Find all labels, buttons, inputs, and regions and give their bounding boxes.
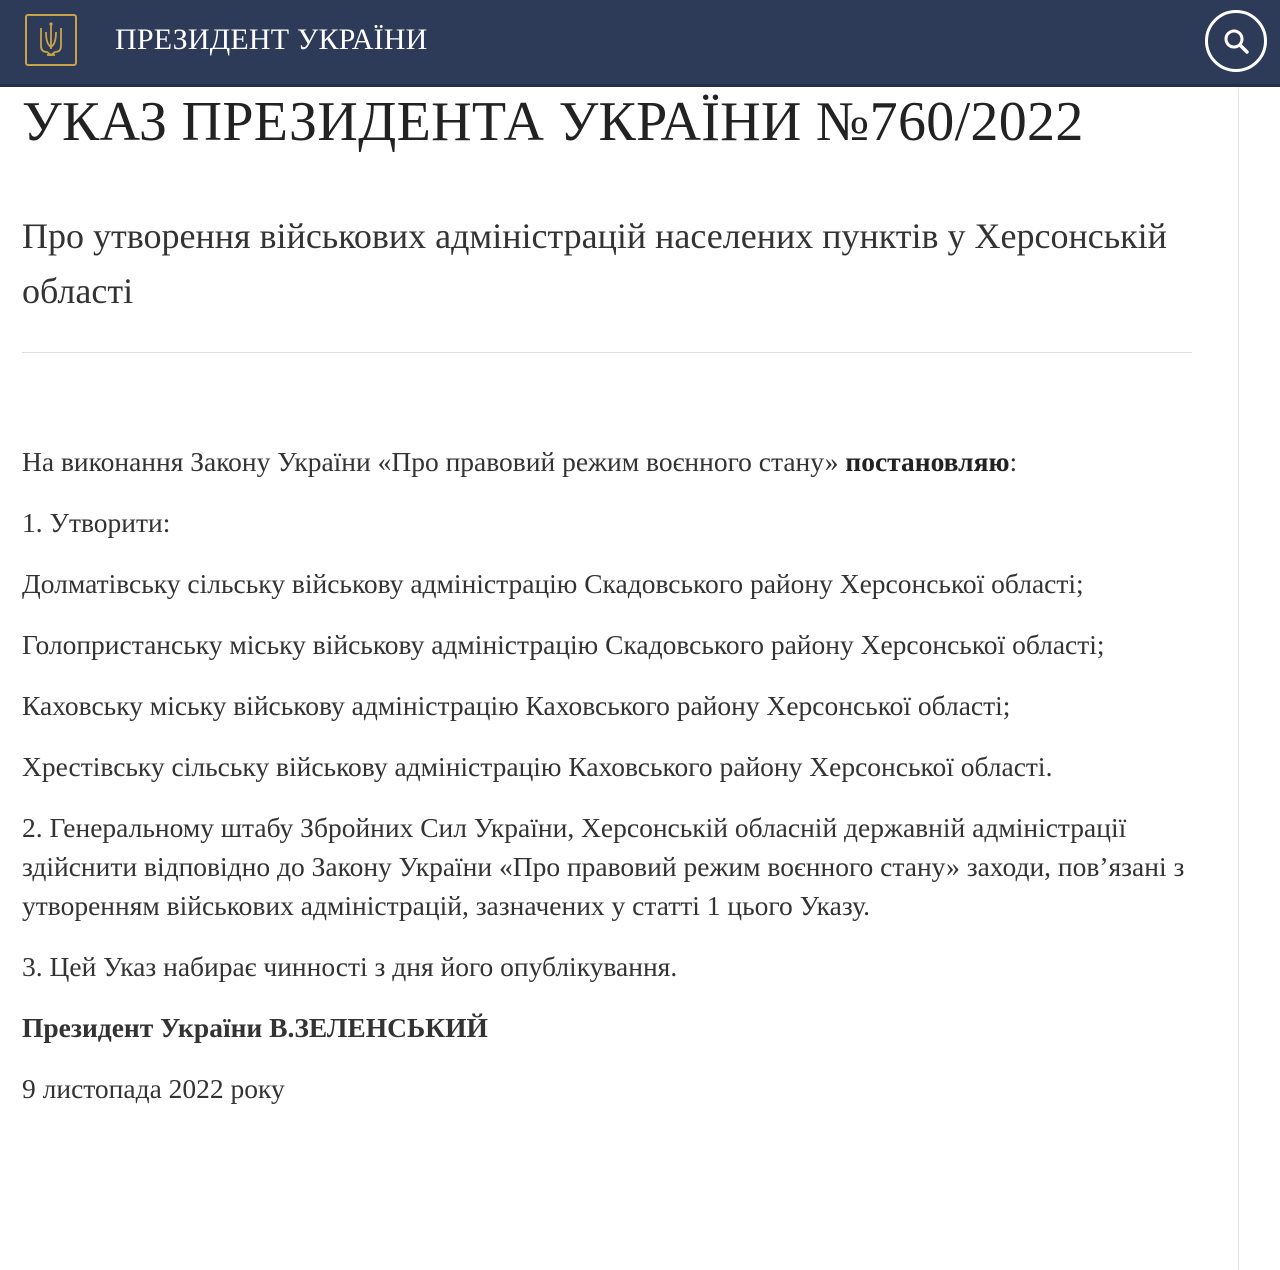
item-1-c: Каховську міську військову адміністрацію Каховського району Херсонської області;	[22, 690, 1011, 721]
item-3: 3. Цей Указ набирає чинності з дня його опублікування.	[22, 951, 678, 982]
search-button[interactable]	[1205, 10, 1267, 72]
item-1-d: Хрестівську сільську військову адміністрацію Каховського району Херсонської області.	[22, 751, 1053, 782]
decree-article	[22, 87, 1232, 1104]
site-title-link[interactable]: ПРЕЗИДЕНТ УКРАЇНИ	[115, 23, 428, 56]
preamble-bold: постановляю	[845, 446, 1010, 477]
decree-subtitle: Про утворення військових адміністрацій населених пунктів у Херсонській області	[22, 216, 1167, 311]
preamble-end: :	[1009, 446, 1018, 477]
decree-body	[22, 442, 1192, 1130]
page-title: УКАЗ ПРЕЗИДЕНТА УКРАЇНИ №760/2022	[22, 91, 1084, 153]
item-2: 2. Генеральному штабу Збройних Сил України, Херсонській обласній державній адміністрації здійснити відповідно до Закону України «Про правовий режим воєнного стану» заходи, пов’язані з утворенням військових адміністрацій, зазначених у статті 1 цього Указу.	[22, 812, 1185, 921]
item-1-a: Долматівську сільську військову адміністрацію Скадовського району Херсонської області;	[22, 568, 1084, 599]
site-header	[0, 0, 1280, 87]
decree-date: 9 листопада 2022 року	[22, 1073, 285, 1104]
preamble	[22, 442, 1192, 481]
signature: Президент України В.ЗЕЛЕНСЬКИЙ	[22, 1012, 488, 1043]
trident-icon[interactable]	[25, 14, 77, 66]
preamble-text: На виконання Закону України «Про правовий режим воєнного стану»	[22, 446, 846, 477]
item-1-b: Голопристанську міську військову адміністрацію Скадовського району Херсонської області;	[22, 629, 1105, 660]
divider	[22, 352, 1192, 353]
item-1-heading: 1. Утворити:	[22, 507, 171, 538]
content-right-border	[1238, 87, 1239, 1270]
search-icon	[1222, 27, 1250, 55]
